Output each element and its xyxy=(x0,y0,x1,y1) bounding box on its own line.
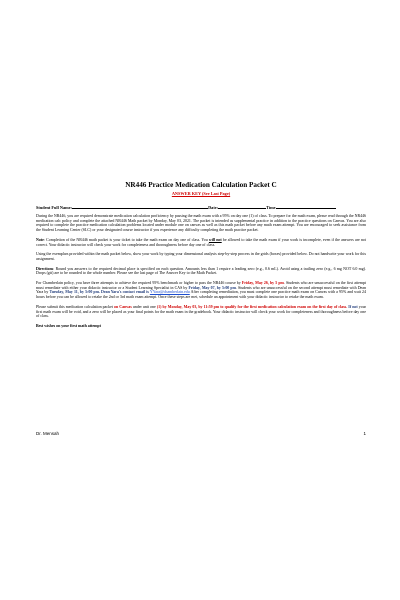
policy-deadline-2: Friday, May 07, by 5:00 pm xyxy=(188,284,236,290)
policy-text-d: After completing remediation, you must complete one practice math exam on Canvas with a 95% and wait 24 hours before you can be allowed to retake the 2nd or 3rd math exam attempt. Once these steps are met, schedule an appointment with your didactic instructor to retake the math exam. xyxy=(36,289,366,300)
note-paragraph xyxy=(36,238,366,247)
date-label: Date: xyxy=(208,205,219,210)
directions-paragraph xyxy=(36,267,366,276)
student-name-blank xyxy=(72,204,208,209)
submission-deadline: (1) by Monday, May 03, by 11:59 pm to qualify for the first medication calculation exam on the first day of class. xyxy=(156,303,348,309)
student-name-label: Student Full Name: xyxy=(36,205,73,210)
policy-text-b: . Students who are unsuccessful on the first attempt must remediate with either your didactic instructor or a Student Learning Specialist in CAS by xyxy=(36,280,367,290)
document-page xyxy=(36,0,366,600)
note-text-a: : Completion of the NR446 math packet is your ticket to take the math exam on day one of class. You xyxy=(43,236,209,242)
note-label: Note xyxy=(36,236,44,242)
submission-canvas: on Canvas xyxy=(114,303,132,309)
dean-email-link[interactable]: YYara@chamberlain.edu xyxy=(149,289,190,295)
note-text-b: be allowed to take the math exam if your work is incomplete, even if the answers are not correct. Your didactic instructor will check your work for completeness and thoroughness before day one of class. xyxy=(36,236,366,247)
submission-text-a: Please submit this medication calculation packet xyxy=(36,303,115,309)
policy-text-a: For Chamberlain policy, you have three attempts to achieve the required 95% benchmark or higher to pass the NR446 course by xyxy=(36,280,242,286)
date-blank xyxy=(218,204,266,209)
submission-if-not: If not xyxy=(347,303,358,309)
answer-key-note: ANSWER KEY (See Last Page) xyxy=(171,191,231,196)
note-will-not: will not xyxy=(208,236,222,242)
directions-label: Directions xyxy=(36,265,54,271)
student-info-line xyxy=(36,204,366,211)
policy-deadline-3: Tuesday, May 11, by 5:00 pm. Dean Yara's contact email is xyxy=(49,289,149,295)
instructions-body xyxy=(36,214,366,334)
footer-author: Dr. Mensah xyxy=(36,431,60,436)
footer-page-number: 1 xyxy=(363,431,366,436)
exemplar-paragraph: Using the exemplars provided within the math packet below, show your work by typing your dimensional analysis step-by-step process in the grids (boxes) provided below. Do not handwrite your work for this assignment. xyxy=(36,251,366,261)
intro-paragraph: During the NR446, you are required demonstrate medication calculation proficiency by passing the math exam with a 95% on day one (1) of class. To prepare for the math exam, please read through the NR446 medication calc policy and complete the attached NR446 Math packet by Monday, May 03, 2021. The packet is intended as supplemental practice in addition to the practice questions on Canvas. You are also required to complete the practice medication calculation problems located under module one on canvas as well as this math packet before any math exam attempt. You are encouraged to seek assistance from the Student Learning Center (SLC) or your designated course instructor if you experience any difficulty completing the math practice packet. xyxy=(36,213,366,233)
directions-text: : Round you answers to the required decimal place is specified on each question. Amounts less than 1 require a leading zero (e.g., 0.6 mL). Avoid using a trailing zero (e.g., 6 mg NOT 6.0 mg). Drops (gtt) are to be rounded to the whole number. Please see the last page of The Answer Key to the Math Packet. xyxy=(36,265,366,276)
submission-paragraph xyxy=(36,305,366,319)
document-title: NR446 Practice Medication Calculation Packet C xyxy=(125,181,277,189)
closing-line: Best wishes on your first math attempt xyxy=(36,322,101,328)
submission-text-f: your first math exam will be void, and a zero will be placed as your final points for the math exam in the gradebook. Your didactic instructor will check your work for completeness and thoroughness before day one of class. xyxy=(36,303,366,319)
policy-paragraph xyxy=(36,281,366,300)
time-label: Time xyxy=(266,205,276,210)
policy-deadline-1: Friday, May 26, by 5 pm xyxy=(241,280,284,286)
time-blank xyxy=(276,204,336,209)
submission-text-c: under unit one xyxy=(131,303,157,309)
policy-text-c: . Students who are unsuccessful on the second attempt must remediate with Dean Yara by xyxy=(36,284,367,295)
